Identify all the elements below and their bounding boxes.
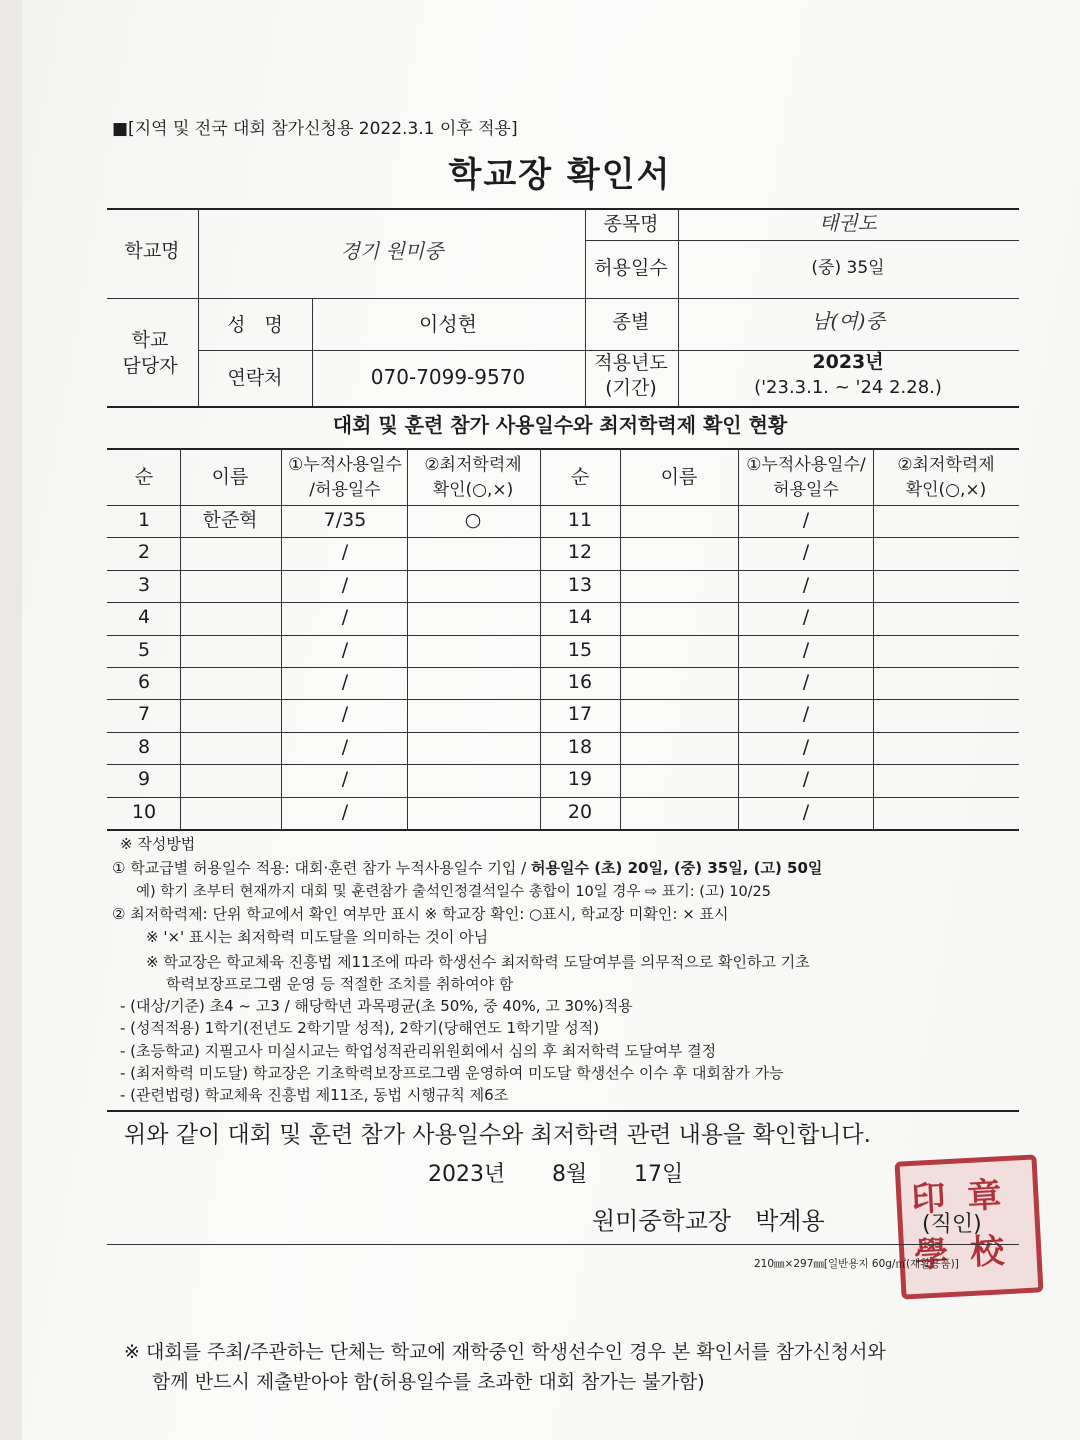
type-label: 종별 [612, 311, 650, 333]
table-vline [180, 448, 181, 829]
table-cell-days: / [802, 606, 810, 628]
table-cell-days: / [802, 671, 810, 693]
footer-line-2: 함께 반드시 제출받아야 함(허용일수를 초과한 대회 참가는 불가함) [152, 1371, 705, 1393]
table-vline [738, 448, 739, 829]
notes-line-7: - (대상/기준) 초4 ~ 고3 / 해당학년 과목평균(초 50%, 중 40%, 고 30%)적용 [120, 997, 633, 1015]
table-cell-no: 12 [567, 541, 593, 563]
table-cell-days: / [341, 768, 349, 790]
table-cell-no: 13 [567, 574, 593, 596]
school-label: 학교명 [124, 240, 180, 262]
notes-line-3: ② 최저학력제: 단위 학교에서 확인 여부만 표시 ※ 학교장 확인: ○표시, 학교장 미확인: × 표시 [112, 905, 729, 923]
date-day: 17일 [634, 1162, 684, 1187]
manager-label-1: 학교 [131, 329, 169, 351]
table-row-line [107, 699, 1019, 700]
info-line [585, 240, 1019, 241]
table-header-line [107, 505, 1019, 506]
info-line [107, 298, 1019, 299]
table-cell-days: / [802, 639, 810, 661]
table-cell-days: / [341, 541, 349, 563]
notes-bottom-border [107, 1110, 1019, 1112]
header-days-left-2: /허용일수 [309, 480, 381, 500]
table-cell-days: / [341, 671, 349, 693]
info-line [198, 350, 1019, 351]
sport-value: 태권도 [819, 211, 877, 235]
notes-title: ※ 작성방법 [120, 835, 196, 853]
date-year: 2023년 [428, 1162, 506, 1187]
notes-line-6: 학력보장프로그램 운영 등 적절한 조치를 취하여야 함 [166, 975, 514, 993]
signature-line [107, 1244, 1019, 1245]
table-cell-no: 7 [137, 703, 151, 725]
table-cell-no: 5 [137, 639, 151, 661]
contact-label: 연락처 [227, 367, 283, 389]
header-no-right: 순 [570, 466, 590, 488]
table-cell-no: 4 [137, 606, 151, 628]
confirm-text: 위와 같이 대회 및 훈련 참가 사용일수와 최저학력 관련 내용을 확인합니다. [124, 1122, 871, 1148]
notes-line-1 [112, 860, 822, 877]
name-value: 이성현 [419, 312, 477, 336]
seal-glyph: 校 [969, 1231, 1006, 1273]
table-cell-no: 14 [567, 606, 593, 628]
table-cell-days: / [341, 801, 349, 823]
header-name-right: 이름 [660, 466, 698, 488]
info-top-border [107, 208, 1019, 210]
header-name-left: 이름 [211, 466, 249, 488]
footer-line-1: ※ 대회를 주최/주관하는 단체는 학교에 재학중인 학생선수인 경우 본 확인서를 참가신청서와 [124, 1341, 886, 1363]
notes-line-4: ※ '×' 표시는 최저학력 미도달을 의미하는 것이 아님 [146, 928, 489, 946]
info-vline [198, 208, 199, 406]
notes-line-2: 예) 학기 초부터 현재까지 대회 및 훈련참가 출석인정결석일수 총합이 10일 경우 ⇨ 표기: (고) 10/25 [136, 884, 772, 900]
page-title: 학교장 확인서 [448, 155, 672, 195]
name-label: 성 명 [227, 314, 283, 336]
table-cell-no: 1 [137, 509, 151, 531]
table-cell-no: 19 [567, 768, 593, 790]
table-vline [540, 448, 541, 829]
year-label-2: (기간) [605, 377, 657, 399]
table-cell-days: / [802, 703, 810, 725]
notes-line-11: - (관련법령) 학교체육 진흥법 제11조, 동법 시행규칙 제6조 [120, 1086, 509, 1104]
info-vline [585, 208, 586, 406]
date-month: 8월 [552, 1162, 588, 1187]
table-cell-days: / [341, 736, 349, 758]
header-check-left-2: 확인(○,×) [432, 480, 514, 500]
table-cell-name: 한준혁 [202, 509, 258, 531]
section-title: 대회 및 훈련 참가 사용일수와 최저학력제 확인 현황 [332, 413, 788, 437]
table-bottom-border [107, 829, 1019, 831]
table-cell-no: 9 [137, 768, 151, 790]
paper-spec: 210㎜×297㎜[일반용지 60g/㎡(재활용품)] [754, 1258, 959, 1270]
notes-line-1b: 허용일수 (초) 20일, (중) 35일, (고) 50일 [531, 859, 823, 877]
header-days-left-1: ①누적사용일수 [288, 455, 402, 475]
table-cell-days: / [802, 736, 810, 758]
table-vline [873, 448, 874, 829]
table-row-line [107, 570, 1019, 571]
notes-line-10: - (최저학력 미도달) 학교장은 기초학력보장프로그램 운영하여 미도달 학생선수 이수 후 대회참가 가능 [120, 1064, 784, 1082]
table-cell-no: 20 [567, 801, 593, 823]
table-cell-days: / [341, 703, 349, 725]
seal-glyph: 章 [966, 1175, 1003, 1218]
notes-line-8: - (성적적용) 1학기(전년도 2학기말 성적), 2학기(당해연도 1학기말 성적) [120, 1019, 600, 1037]
seal-glyph: 學 [913, 1234, 950, 1276]
table-vline [281, 448, 282, 829]
header-check-right-1: ②최저학력제 [897, 455, 995, 475]
sport-label: 종목명 [603, 213, 659, 235]
year-value: 2023년 [812, 351, 884, 373]
table-cell-no: 15 [567, 639, 593, 661]
header-no-left: 순 [134, 466, 154, 488]
days-label: 허용일수 [594, 257, 668, 279]
table-cell-no: 3 [137, 574, 151, 596]
school-value: 경기 원미중 [340, 239, 444, 263]
table-cell-days: / [802, 574, 810, 596]
notes-line-5: ※ 학교장은 학교체육 진흥법 제11조에 따라 학생선수 최저학력 도달여부를 의무적으로 확인하고 기초 [146, 953, 810, 971]
contact-value: 070-7099-9570 [370, 365, 526, 389]
period-value: ('23.3.1. ~ '24 2.28.) [754, 377, 942, 398]
table-cell-no: 10 [131, 801, 157, 823]
year-label-1: 적용년도 [594, 352, 668, 374]
table-cell-no: 6 [137, 671, 151, 693]
table-cell-no: 11 [567, 509, 593, 531]
table-cell-no: 18 [567, 736, 593, 758]
table-row-line [107, 537, 1019, 538]
seal-glyph: 印 [910, 1178, 947, 1220]
table-cell-days: / [341, 574, 349, 596]
seal-label: (직인) [922, 1212, 982, 1237]
table-cell-days: / [802, 509, 810, 531]
table-row-line [107, 732, 1019, 733]
notes-line-9: - (초등학교) 지필고사 미실시교는 학업성적관리위원회에서 심의 후 최저학력 도달여부 결정 [120, 1042, 717, 1060]
table-cell-days: 7/35 [323, 509, 367, 531]
header-note: ■[지역 및 전국 대회 참가신청용 2022.3.1 이후 적용] [112, 119, 518, 139]
notes-line-1a: ① 학교급별 허용일수 적용: 대회·훈련 참가 누적사용일수 기입 / [112, 859, 527, 877]
header-days-right-1: ①누적사용일수/ [746, 455, 866, 475]
days-value: (중) 35일 [811, 258, 885, 278]
table-cell-days: / [341, 606, 349, 628]
table-row-line [107, 764, 1019, 765]
table-cell-check: ○ [464, 509, 482, 531]
info-bottom-border [107, 406, 1019, 408]
table-cell-no: 8 [137, 736, 151, 758]
table-cell-days: / [341, 639, 349, 661]
table-vline [620, 448, 621, 829]
signer: 원미중학교장 박계용 [592, 1207, 825, 1235]
table-row-line [107, 667, 1019, 668]
table-cell-no: 17 [567, 703, 593, 725]
table-vline [407, 448, 408, 829]
table-cell-days: / [802, 541, 810, 563]
table-cell-no: 16 [567, 671, 593, 693]
info-vline [312, 298, 313, 406]
info-vline [678, 208, 679, 406]
table-top-border [107, 448, 1019, 450]
table-cell-days: / [802, 801, 810, 823]
type-value: 남(여)중 [811, 309, 885, 333]
header-check-right-2: 확인(○,×) [905, 480, 987, 500]
header-days-right-2: 허용일수 [773, 480, 839, 500]
header-check-left-1: ②최저학력제 [424, 455, 522, 475]
table-cell-no: 2 [137, 541, 151, 563]
table-cell-days: / [802, 768, 810, 790]
manager-label-2: 담당자 [122, 355, 178, 377]
table-row-line [107, 635, 1019, 636]
table-row-line [107, 602, 1019, 603]
table-row-line [107, 797, 1019, 798]
